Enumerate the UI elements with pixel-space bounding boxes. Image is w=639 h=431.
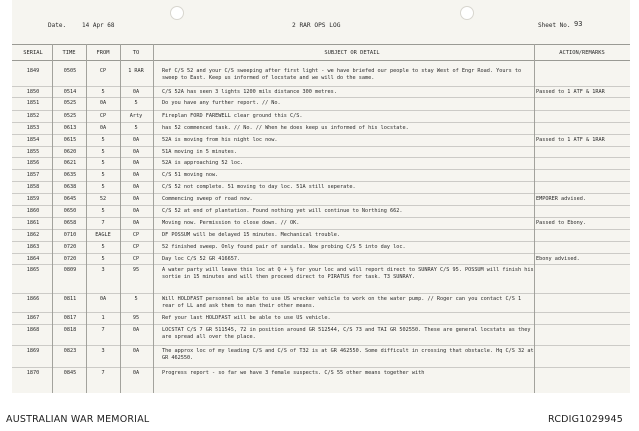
subject-cell: LOCSTAT C/S 7 GR 511545, 72 in position around GR 512544, C/S 73 and TAI GR 502550. These are general locstats as they are spread all over the place. [162,327,531,340]
to-cell: 0A [132,89,140,95]
col-subject: SUBJECT OR DETAIL [324,50,380,56]
punch-hole [170,6,184,20]
row-rule [12,205,630,206]
from-cell: 5 [101,208,105,214]
from-cell: 3 [101,267,105,273]
row-rule [12,169,630,170]
to-cell: 0A [132,149,140,155]
serial-cell: 1864 [26,256,40,262]
time-cell: 0615 [63,137,77,143]
row-rule [12,157,630,158]
remarks-cell: Passed to Ebony. [536,220,586,226]
subject-cell: C/S 52 at end of plantation. Found nothing yet will continue to Northing 662. [162,208,403,214]
time-cell: 0817 [63,315,77,321]
row-rule [12,122,630,123]
sheet-value: 93 [574,20,583,28]
row-rule [12,86,630,87]
time-cell: 0514 [63,89,77,95]
to-cell: 0A [132,220,140,226]
subject-cell: Day loc C/S 52 GR 416657. [162,256,241,262]
time-cell: 0823 [63,348,77,354]
time-cell: 0635 [63,172,77,178]
time-cell: 0621 [63,160,77,166]
remarks-cell: Ebony advised. [536,256,580,262]
to-cell: 0A [132,327,140,333]
log-sheet [12,0,630,393]
to-cell: 1 RAR [128,68,144,74]
sheet-label: Sheet No. [538,22,571,29]
serial-cell: 1857 [26,172,40,178]
row-rule [12,293,630,294]
serial-cell: 1862 [26,232,40,238]
row-rule [12,181,630,182]
subject-cell: C/S 51 moving now. [162,172,219,178]
time-cell: 0525 [63,100,77,106]
row-rule [12,146,630,147]
serial-cell: 1859 [26,196,40,202]
row-rule [12,110,630,111]
time-cell: 0505 [63,68,77,74]
from-cell: 1 [101,315,105,321]
time-cell: 0638 [63,184,77,190]
to-cell: 0A [132,172,140,178]
subject-cell: A water party will leave this loc at Q + ½ for your loc and will report direct to SUNRAY C/S 95. POSSUM will finish his sortie in 15 minutes and will then proceed direct to PIRATUS for task. T3 SUNRAY. [162,267,534,280]
serial-cell: 1870 [26,370,40,376]
subject-cell: Will HOLDFAST personnel be able to use US wrecker vehicle to work on the water pump. // Roger can you contact C/S 1 rear of LL and ask them to man their other means. [162,296,522,309]
date-value: 14 Apr 68 [82,22,115,29]
subject-cell: The approx loc of my leading C/S and C/S of T32 is at GR 462550. Some difficult in crossing that obstacle. Hq C/S 32 at GR 462550. [162,348,534,361]
subject-cell: DF POSSUM will be delayed 15 minutes. Mechanical trouble. [162,232,341,238]
time-cell: 0525 [63,113,77,119]
row-rule [12,193,630,194]
serial-cell: 1851 [26,100,40,106]
serial-cell: 1865 [26,267,40,273]
serial-cell: 1869 [26,348,40,354]
to-cell: 0A [132,208,140,214]
serial-cell: 1868 [26,327,40,333]
time-cell: 0845 [63,370,77,376]
to-cell: 0A [132,370,140,376]
remarks-cell: Passed to 1 ATF & 1RAR [536,137,605,143]
to-cell: 5 [134,125,138,131]
col-from: FROM [96,50,110,56]
remarks-cell: EMPORER advised. [536,196,586,202]
subject-cell: has 52 commenced task. // No. // When he does keep us informed of his locstate. [162,125,409,131]
footer-right: RCDIG1029945 [548,414,623,425]
subject-cell: Ref C/S 52 and your C/S sweeping after first light - we have briefed our people to stay West of Engr Road. Yours to sweep to East. Keep us informed of locstate and we will do the same. [162,68,522,81]
serial-cell: 1850 [26,89,40,95]
subject-cell: Progress report - so far we have 3 female suspects. C/S 55 other means together with [162,370,425,376]
row-rule [12,367,630,368]
from-cell: 5 [101,137,105,143]
punch-hole [460,6,474,20]
subject-cell: 52A is approaching 52 loc. [162,160,244,166]
from-cell: 0A [99,125,107,131]
serial-cell: 1866 [26,296,40,302]
subject-cell: Commencing sweep of road now. [162,196,253,202]
subject-cell: C/S 52A has seen 3 lights 1200 mils distance 300 metres. [162,89,337,95]
col-remarks: ACTION/REMARKS [559,50,605,56]
row-rule [12,264,630,265]
col-to: TO [132,50,140,56]
serial-cell: 1863 [26,244,40,250]
from-cell: 5 [101,149,105,155]
time-cell: 0720 [63,244,77,250]
subject-cell: 51A moving in 5 minutes. [162,149,237,155]
serial-cell: 1867 [26,315,40,321]
row-rule [12,229,630,230]
serial-cell: 1849 [26,68,40,74]
serial-cell: 1858 [26,184,40,190]
subject-cell: Fireplan FORD FAREWELL clear ground this C/S. [162,113,303,119]
from-cell: 7 [101,327,105,333]
date-label: Date. [48,22,67,29]
time-cell: 0818 [63,327,77,333]
subject-cell: C/S 52 not complete. 51 moving to day loc. 51A still seperate. [162,184,356,190]
to-cell: 95 [132,315,140,321]
to-cell: 5 [134,100,138,106]
time-cell: 0645 [63,196,77,202]
to-cell: 0A [132,137,140,143]
serial-cell: 1856 [26,160,40,166]
subject-cell: 52 finished sweep. Only found pair of sandals. Now probing C/S 5 into day loc. [162,244,406,250]
log-title: 2 RAR OPS LOG [292,22,341,29]
subject-cell: Do you have any further report. // No. [162,100,281,106]
from-cell: 3 [101,348,105,354]
to-cell: CP [132,244,140,250]
serial-cell: 1852 [26,113,40,119]
row-rule [12,241,630,242]
serial-cell: 1861 [26,220,40,226]
header-bottom-rule [12,60,630,61]
row-rule [12,134,630,135]
remarks-cell: Passed to 1 ATF & 1RAR [536,89,605,95]
time-cell: 0613 [63,125,77,131]
from-cell: 7 [101,370,105,376]
row-rule [12,312,630,313]
to-cell: CP [132,232,140,238]
row-rule [12,345,630,346]
to-cell: 0A [132,184,140,190]
table-top-rule [12,44,630,45]
time-cell: 0710 [63,232,77,238]
time-cell: 0809 [63,267,77,273]
time-cell: 0658 [63,220,77,226]
row-rule [12,97,630,98]
time-cell: 0811 [63,296,77,302]
serial-cell: 1853 [26,125,40,131]
from-cell: 0A [99,100,107,106]
to-cell: 0A [132,196,140,202]
from-cell: CP [99,113,107,119]
from-cell: CP [99,68,107,74]
from-cell: 5 [101,184,105,190]
time-cell: 0620 [63,149,77,155]
to-cell: 5 [134,296,138,302]
footer-left: AUSTRALIAN WAR MEMORIAL [6,414,150,425]
serial-cell: 1855 [26,149,40,155]
serial-cell: 1854 [26,137,40,143]
to-cell: 95 [132,267,140,273]
subject-cell: 52A is moving from his night loc now. [162,137,278,143]
to-cell: CP [132,256,140,262]
from-cell: 5 [101,256,105,262]
to-cell: Arty [129,113,143,119]
row-rule [12,217,630,218]
col-serial: SERIAL [23,50,43,56]
from-cell: 7 [101,220,105,226]
from-cell: 5 [101,172,105,178]
serial-cell: 1860 [26,208,40,214]
from-cell: 5 [101,244,105,250]
to-cell: 0A [132,160,140,166]
time-cell: 0650 [63,208,77,214]
from-cell: 5 [101,160,105,166]
row-rule [12,324,630,325]
from-cell: 5 [101,89,105,95]
col-time: TIME [62,50,76,56]
subject-cell: Ref your last HOLDFAST will be able to use US vehicle. [162,315,331,321]
row-rule [12,253,630,254]
subject-cell: Moving now. Permission to close down. // OK. [162,220,300,226]
from-cell: EAGLE [95,232,111,238]
to-cell: 0A [132,348,140,354]
from-cell: 0A [99,296,107,302]
from-cell: 52 [99,196,107,202]
time-cell: 0720 [63,256,77,262]
